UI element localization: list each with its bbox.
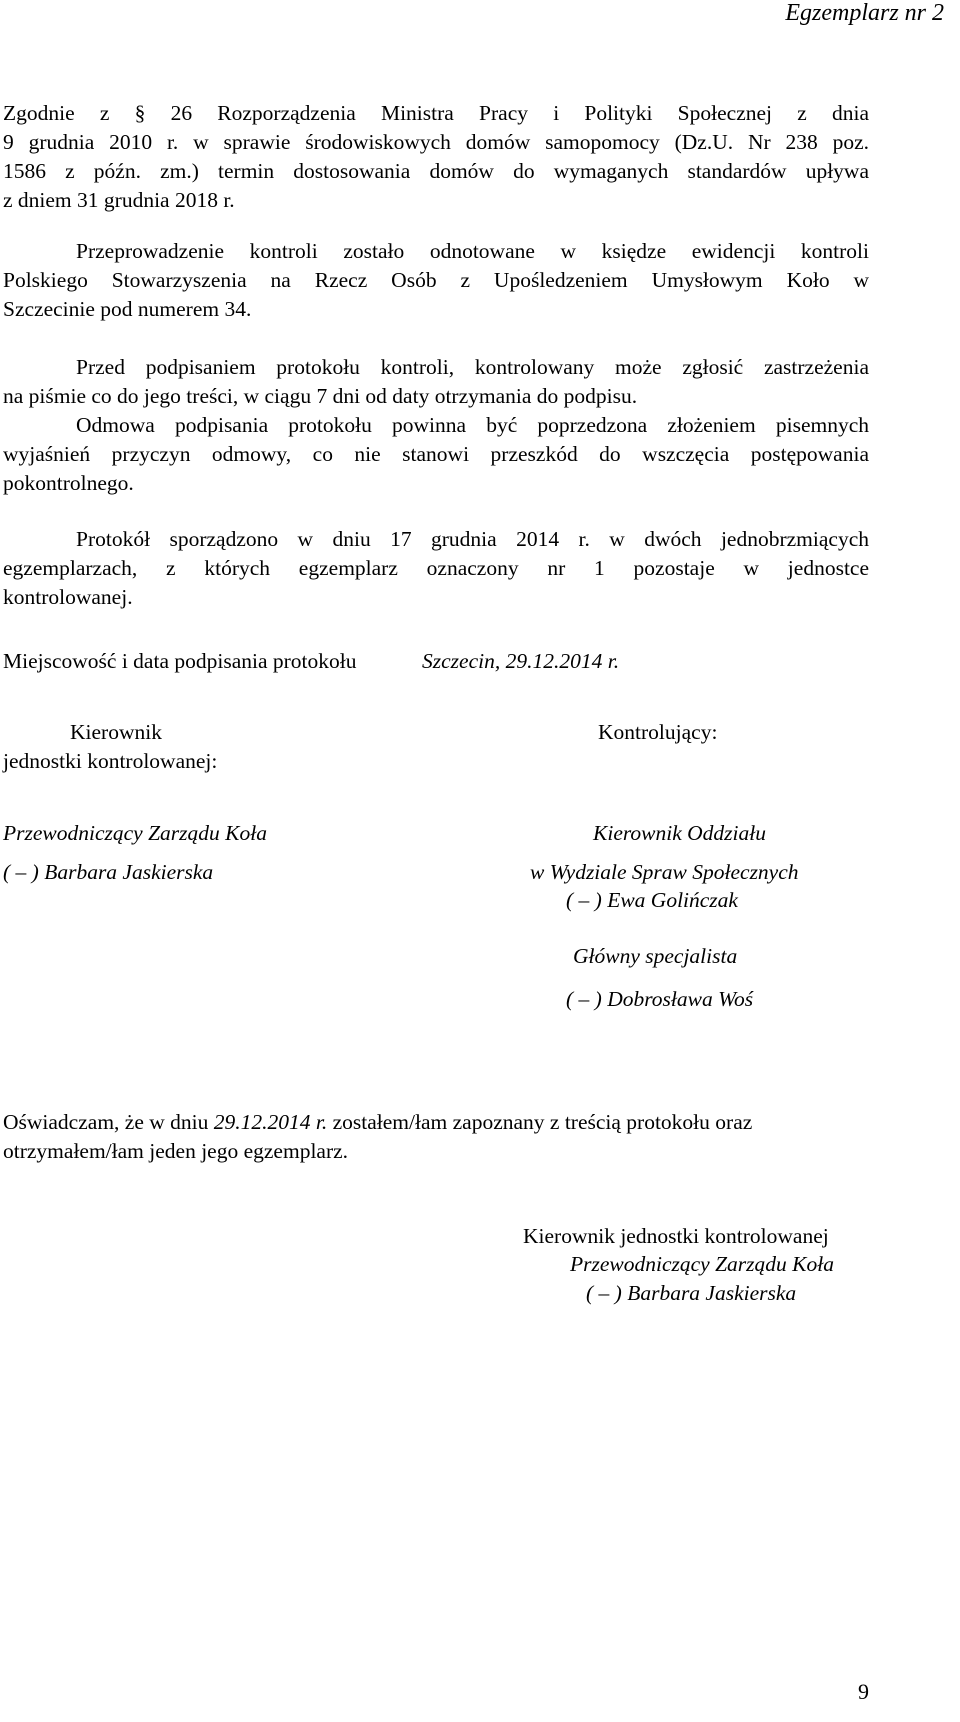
paragraph-line: Przeprowadzenie kontroli zostało odnotowane w księdze ewidencji kontroli <box>76 239 869 263</box>
objections-paragraph <box>3 353 869 411</box>
paragraph-line: Protokół sporządzono w dniu 17 grudnia 2014 r. w dwóch jednobrzmiących <box>76 527 869 551</box>
left-signer-name: ( – ) Barbara Jaskierska <box>3 860 214 884</box>
right-signer-name-1: ( – ) Ewa Golińczak <box>566 888 738 912</box>
left-signer-role: Przewodniczący Zarządu Koła <box>3 821 267 845</box>
right-signer-role-3: Główny specjalista <box>573 944 738 968</box>
paragraph-line: Polskiego Stowarzyszenia na Rzecz Osób z Upośledzeniem Umysłowym Koło w <box>3 268 869 292</box>
registry-paragraph <box>3 237 869 324</box>
final-signer-title: Kierownik jednostki kontrolowanej <box>523 1224 829 1248</box>
final-signer-role: Przewodniczący Zarządu Koła <box>570 1252 834 1276</box>
place-date-value: Szczecin, 29.12.2014 r. <box>422 649 620 673</box>
paragraph-line: Odmowa podpisania protokołu powinna być poprzedzona złożeniem pisemnych <box>76 413 869 437</box>
left-heading-line2: jednostki kontrolowanej: <box>3 749 218 773</box>
paragraph-line: Przed podpisaniem protokołu kontroli, kontrolowany może zgłosić zastrzeżenia <box>76 355 869 379</box>
final-signer-name: ( – ) Barbara Jaskierska <box>586 1281 797 1305</box>
paragraph-line: wyjaśnień przyczyn odmowy, co nie stanowi przeszkód do wszczęcia postępowania <box>3 442 869 466</box>
left-heading-line1: Kierownik <box>70 720 162 744</box>
right-signer-name-2: ( – ) Dobrosława Woś <box>566 987 754 1011</box>
declaration-text-end: zostałem/łam zapoznany z treścią protokołu oraz <box>327 1110 753 1134</box>
declaration-text-start: Oświadczam, że w dniu <box>3 1110 214 1134</box>
right-signer-role-2: w Wydziale Spraw Społecznych <box>530 860 799 884</box>
declaration-line1 <box>3 1110 869 1135</box>
regulation-paragraph <box>3 99 869 215</box>
paragraph-line: Zgodnie z § 26 Rozporządzenia Ministra Pracy i Polityki Społecznej z dnia <box>3 101 869 125</box>
refusal-paragraph <box>3 411 869 498</box>
paragraph-line: kontrolowanej. <box>3 585 133 609</box>
declaration-date: 29.12.2014 r. <box>213 1110 328 1134</box>
copies-paragraph <box>3 525 869 612</box>
right-heading: Kontrolujący: <box>598 720 718 744</box>
copy-number-label: Egzemplarz nr 2 <box>785 0 944 26</box>
right-signer-role-1: Kierownik Oddziału <box>593 821 766 845</box>
paragraph-line: na piśmie co do jego treści, w ciągu 7 dni od daty otrzymania do podpisu. <box>3 384 638 408</box>
page-number: 9 <box>858 1679 869 1704</box>
paragraph-line: egzemplarzach, z których egzemplarz oznaczony nr 1 pozostaje w jednostce <box>3 556 869 580</box>
paragraph-line: pokontrolnego. <box>3 471 134 495</box>
paragraph-line: z dniem 31 grudnia 2018 r. <box>3 188 235 212</box>
declaration-line2: otrzymałem/łam jeden jego egzemplarz. <box>3 1139 349 1163</box>
paragraph-line: 9 grudnia 2010 r. w sprawie środowiskowych domów samopomocy (Dz.U. Nr 238 poz. <box>3 130 869 154</box>
paragraph-line: Szczecinie pod numerem 34. <box>3 297 252 321</box>
place-date-label: Miejscowość i data podpisania protokołu <box>3 649 357 673</box>
paragraph-line: 1586 z późn. zm.) termin dostosowania domów do wymaganych standardów upływa <box>3 159 869 183</box>
